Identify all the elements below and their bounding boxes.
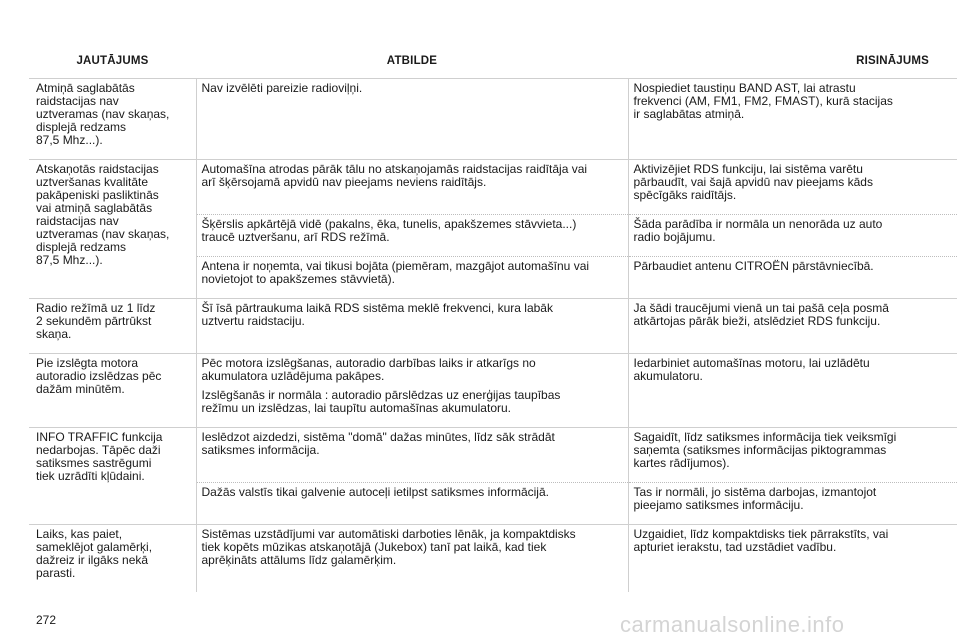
table-header-row [29, 44, 957, 79]
table-row [29, 428, 957, 483]
solution-cell: Pārbaudiet antenu CITROËN pārstāvniecībā. [628, 257, 957, 299]
answer-paragraph: Antena ir noņemta, vai tikusi bojāta (piemēram, mazgājot automašīnu vai novietojot to apakšzemes stāvvietā). [201, 259, 590, 286]
answer-paragraph: Automašīna atrodas pārāk tālu no atskaņojamās raidstacijas raidītāja vai arī šķērsojamā apvidū nav pieejams neviens raidītājs. [201, 162, 588, 189]
watermark: carmanualsonline.info [620, 612, 845, 637]
question-cell: Atmiņā saglabātās raidstacijas nav uztveramas (nav skaņas, displejā redzams 87,5 Mhz...). [29, 79, 196, 160]
solution-cell: Tas ir normāli, jo sistēma darbojas, izmantojot pieejamo satiksmes informāciju. [628, 483, 957, 525]
table-row [29, 160, 957, 215]
solution-cell: Sagaidīt, līdz satiksmes informācija tiek veiksmīgi saņemta (satiksmes informācijas piktogrammas kartes rādījumos). [628, 428, 957, 483]
answer-cell [196, 215, 628, 257]
answer-paragraph: Pēc motora izslēgšanas, autoradio darbības laiks ir atkarīgs no akumulatora uzlādējuma pakāpes. [201, 356, 536, 383]
answer-cell [196, 428, 628, 483]
answer-cell [196, 79, 628, 160]
page-number: 272 [36, 613, 57, 627]
table-row [29, 79, 957, 160]
answer-cell [196, 160, 628, 215]
answer-cell [196, 354, 628, 428]
answer-paragraph: Šķērslis apkārtējā vidē (pakalns, ēka, tunelis, apakšzemes stāvvieta...) traucē uztveršanu, arī RDS režīmā. [201, 217, 577, 244]
answer-cell [196, 483, 628, 525]
header-answer: ATBILDE [386, 54, 438, 67]
answer-cell [196, 299, 628, 354]
question-cell: Laiks, kas paiet, sameklējot galamērķi, dažreiz ir ilgāks nekā parasti. [29, 525, 196, 593]
answer-paragraph: Ieslēdzot aizdedzi, sistēma "domā" dažas minūtes, līdz sāk strādāt satiksmes informācija. [201, 430, 555, 457]
solution-cell: Ja šādi traucējumi vienā un tai pašā ceļa posmā atkārtojas pārāk bieži, atslēdziet RDS funkciju. [628, 299, 957, 354]
table-body [29, 79, 957, 593]
table-row [29, 525, 957, 593]
header-question: JAUTĀJUMS [76, 54, 149, 67]
answer-paragraph: Dažās valstīs tikai galvenie autoceļi ietilpst satiksmes informācijā. [201, 485, 549, 499]
table-row [29, 354, 957, 428]
answer-paragraph: Sistēmas uzstādījumi var automātiski darboties lēnāk, ja kompaktdisks tiek kopēts mūzikas atskaņotājā (Jukebox) tanī pat laikā, kad tiek aprēķināts attālums līdz galamērķim. [201, 527, 576, 567]
answer-paragraph: Nav izvēlēti pareizie radioviļņi. [201, 81, 363, 95]
answer-cell [196, 257, 628, 299]
solution-cell: Aktivizējiet RDS funkciju, lai sistēma varētu pārbaudīt, vai šajā apvidū nav pieejams kāds spēcīgāks raidītājs. [628, 160, 957, 215]
answer-paragraph: Izslēgšanās ir normāla : autoradio pārslēdzas uz enerģijas taupības režīmu un izslēdzas, lai taupītu automašīnas akumulatoru. [201, 388, 561, 415]
question-cell: Radio režīmā uz 1 līdz 2 sekundēm pārtrūkst skaņa. [29, 299, 196, 354]
solution-cell: Nospiediet taustiņu BAND AST, lai atrastu frekvenci (AM, FM1, FM2, FMAST), kurā stacijas ir saglabātas atmiņā. [628, 79, 957, 160]
question-cell: Pie izslēgta motora autoradio izslēdzas pēc dažām minūtēm. [29, 354, 196, 428]
table-row [29, 299, 957, 354]
solution-cell: Iedarbiniet automašīnas motoru, lai uzlādētu akumulatoru. [628, 354, 957, 428]
answer-paragraph: Šī īsā pārtraukuma laikā RDS sistēma meklē frekvenci, kura labāk uztvertu raidstaciju. [201, 301, 553, 328]
question-cell: INFO TRAFFIC funkcija nedarbojas. Tāpēc daži satiksmes sastrēgumi tiek uzrādīti kļūdaini. [29, 428, 196, 525]
question-cell: Atskaņotās raidstacijas uztveršanas kvalitāte pakāpeniski pasliktinās vai atmiņā saglabātās raidstacijas nav uztveramas (nav skaņas, displejā redzams 87,5 Mhz...). [29, 160, 196, 299]
solution-cell: Uzgaidiet, līdz kompaktdisks tiek pārrakstīts, vai apturiet ierakstu, tad uzstādiet vadību. [628, 525, 957, 593]
answer-cell [196, 525, 628, 593]
header-solution: RISINĀJUMS [856, 54, 929, 67]
solution-cell: Šāda parādība ir normāla un nenorāda uz auto radio bojājumu. [628, 215, 957, 257]
troubleshooting-table [29, 44, 957, 592]
